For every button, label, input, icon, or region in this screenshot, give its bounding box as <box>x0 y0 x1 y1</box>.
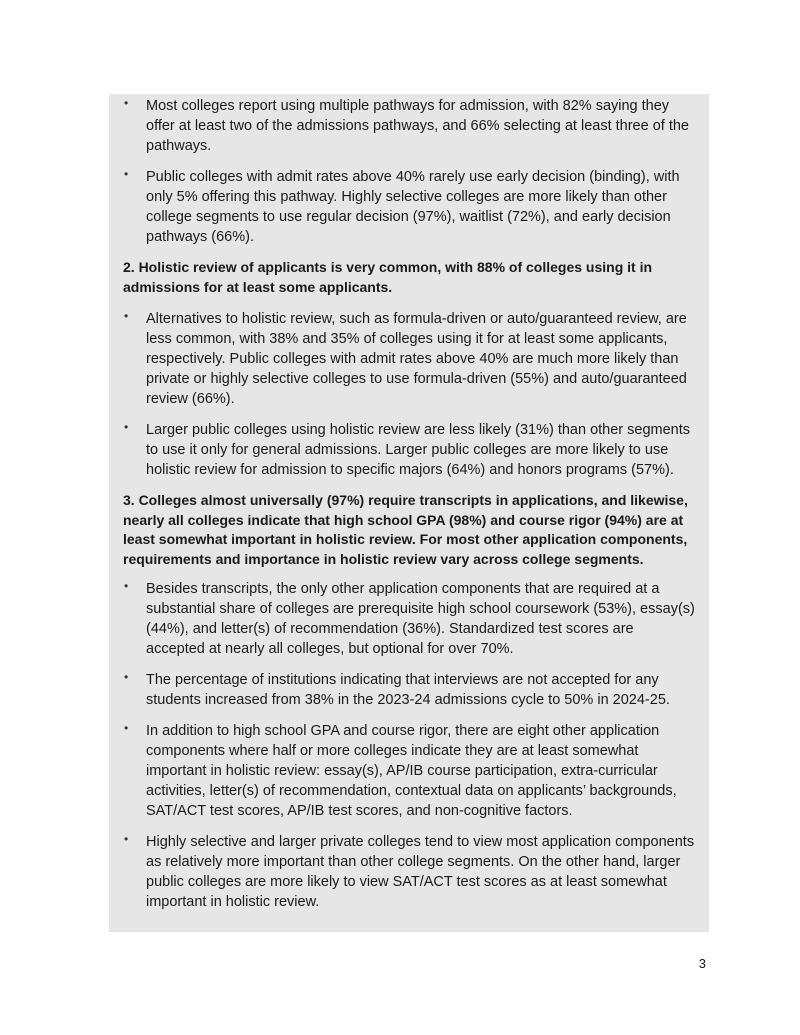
list-item <box>123 721 695 821</box>
bullet-icon: • <box>124 309 129 323</box>
bullet-icon: • <box>124 721 129 735</box>
bullet-text: Alternatives to holistic review, such as formula-driven or auto/guaranteed review, are less common, with 38% and 35% of colleges using it for at least some applicants, respectively. Public colleges with admit rates above 40% are much more likely than private or highly selective colleges to use formula-driven (55%) and auto/guaranteed review (66%). <box>146 311 687 407</box>
section-2-bullet-list <box>123 309 695 480</box>
bullet-text: Most colleges report using multiple pathways for admission, with 82% saying they offer at least two of the admissions pathways, and 66% selecting at least three of the pathways. <box>146 98 689 154</box>
list-item <box>123 96 695 156</box>
bullet-text: Larger public colleges using holistic review are less likely (31%) than other segments to use it only for general admissions. Larger public colleges are more likely to use holistic review for admission to specific majors (64%) and honors programs (57%). <box>146 422 691 478</box>
findings-box <box>109 94 709 932</box>
bullet-icon: • <box>124 579 129 593</box>
bullet-icon: • <box>124 670 129 684</box>
list-item <box>123 670 695 710</box>
page-number: 3 <box>698 956 706 971</box>
bullet-icon: • <box>124 167 129 181</box>
bullet-icon: • <box>124 420 129 434</box>
list-item <box>123 832 695 912</box>
list-item <box>123 167 695 247</box>
list-item <box>123 579 695 659</box>
section-2-heading: 2. Holistic review of applicants is very common, with 88% of colleges using it in admissions for at least some applicants. <box>123 259 653 295</box>
bullet-text: The percentage of institutions indicating that interviews are not accepted for any students increased from 38% in the 2023-24 admissions cycle to 50% in 2024-25. <box>146 672 670 708</box>
section-3-bullet-list <box>123 579 695 912</box>
bullet-icon: • <box>124 96 129 110</box>
intro-bullet-list <box>123 96 695 247</box>
bullet-text: In addition to high school GPA and course rigor, there are eight other application components where half or more colleges indicate they are at least somewhat important in holistic review: essay(s), AP/IB course participation, extra-curricular activities, letter(s) of recommendation, contextual data on applicants’ backgrounds, SAT/ACT test scores, AP/IB test scores, and non-cognitive factors. <box>146 723 677 819</box>
list-item <box>123 309 695 409</box>
list-item <box>123 420 695 480</box>
bullet-text: Public colleges with admit rates above 40% rarely use early decision (binding), with only 5% offering this pathway. Highly selective colleges are more likely than other college segments to use regular decision (97%), waitlist (72%), and early decision pathways (66%). <box>146 169 680 245</box>
section-3-heading: 3. Colleges almost universally (97%) require transcripts in applications, and likewise, nearly all colleges indicate that high school GPA (98%) and course rigor (94%) are at least somewhat important in holistic review. For most other application components, requirements and importance in holistic review vary across college segments. <box>123 492 688 567</box>
bullet-text: Highly selective and larger private colleges tend to view most application components as relatively more important than other college segments. On the other hand, larger public colleges are more likely to view SAT/ACT test scores as at least somewhat important in holistic review. <box>146 834 695 910</box>
bullet-text: Besides transcripts, the only other application components that are required at a substantial share of colleges are prerequisite high school coursework (53%), essay(s) (44%), and letter(s) of recommendation (36%). Standardized test scores are accepted at nearly all colleges, but optional for over 70%. <box>146 581 695 657</box>
bullet-icon: • <box>124 832 129 846</box>
